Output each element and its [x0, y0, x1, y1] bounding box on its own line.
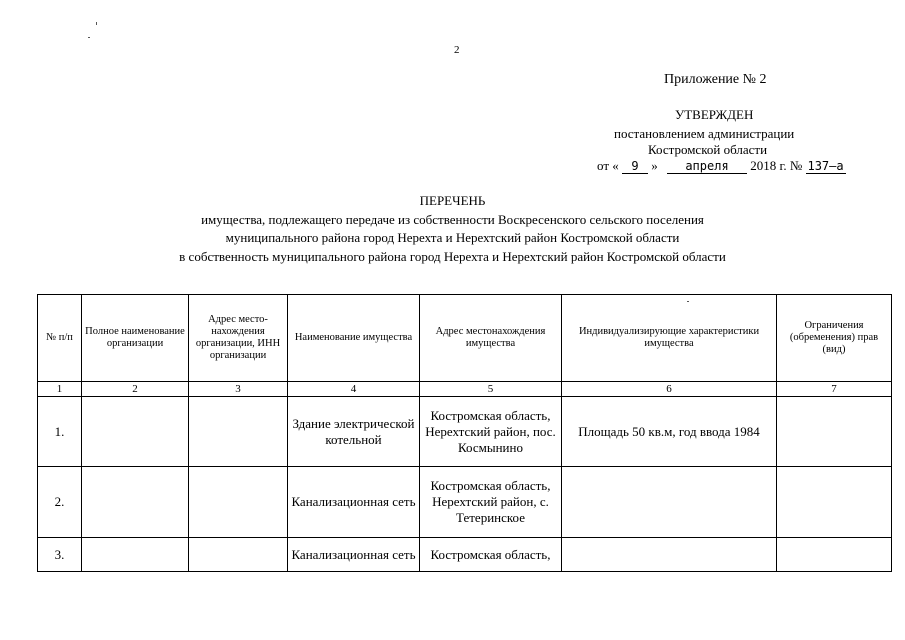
date-month: апреля [667, 160, 747, 174]
property-table [37, 294, 892, 572]
header-cell: Индивидуализирующие характеристики имущества [562, 295, 777, 382]
column-number: 7 [777, 382, 892, 397]
row-number: 3. [38, 538, 82, 572]
document-title: ПЕРЕЧЕНЬ [419, 193, 486, 208]
column-number: 2 [82, 382, 189, 397]
scan-speck [96, 22, 97, 25]
header-cell: № п/п [38, 295, 82, 382]
property-address-cell: Костромская область, [420, 538, 562, 572]
column-number: 4 [288, 382, 420, 397]
approval-date-line [597, 158, 846, 174]
appendix-label: Приложение № 2 [664, 72, 767, 87]
approval-region: Костромской области [648, 142, 768, 157]
table-row [38, 538, 892, 572]
property-name-cell: Канализационная сеть [288, 538, 420, 572]
property-name-cell: Канализационная сеть [288, 467, 420, 538]
column-number: 5 [420, 382, 562, 397]
table-row [38, 467, 892, 538]
column-number: 1 [38, 382, 82, 397]
characteristics-cell [562, 467, 777, 538]
subtitle-line-2: муниципального района город Нерехта и Нерехтский район Костромской области [225, 230, 680, 245]
date-mid: » [651, 158, 658, 173]
property-address-cell: Костромская область, Нерехтский район, с. Тетеринское [420, 467, 562, 538]
date-year: 2018 г. № [750, 158, 803, 173]
property-name-cell: Здание электрической котельной [288, 397, 420, 467]
approval-title: УТВЕРЖДЕН [675, 107, 754, 122]
column-number-row [38, 382, 892, 397]
date-prefix: от « [597, 158, 619, 173]
org-cell [82, 397, 189, 467]
characteristics-cell: Площадь 50 кв.м, год ввода 1984 [562, 397, 777, 467]
header-cell: Адрес местонахождения имущества [420, 295, 562, 382]
org-address-cell [189, 467, 288, 538]
header-cell: Адрес место-нахождения организации, ИНН организации [189, 295, 288, 382]
column-number: 3 [189, 382, 288, 397]
page-number: 2 [454, 44, 460, 56]
restrictions-cell [777, 467, 892, 538]
restrictions-cell [777, 538, 892, 572]
restrictions-cell [777, 397, 892, 467]
subtitle-line-3: в собственность муниципального района город Нерехта и Нерехтский район Костромской области [179, 249, 726, 264]
property-address-cell: Костромская область, Нерехтский район, пос. Космынино [420, 397, 562, 467]
row-number: 1. [38, 397, 82, 467]
org-cell [82, 538, 189, 572]
subtitle-line-1: имущества, подлежащего передаче из собственности Воскресенского сельского поселения [201, 212, 704, 227]
org-address-cell [189, 538, 288, 572]
org-cell [82, 467, 189, 538]
header-cell: Ограничения (обременения) прав (вид) [777, 295, 892, 382]
row-number: 2. [38, 467, 82, 538]
column-number: 6 [562, 382, 777, 397]
org-address-cell [189, 397, 288, 467]
approval-by: постановлением администрации [614, 126, 795, 141]
document-number: 137–а [807, 159, 844, 173]
characteristics-cell [562, 538, 777, 572]
table-row [38, 397, 892, 467]
table-header-row [38, 295, 892, 382]
header-cell: Наименование имущества [288, 295, 420, 382]
scan-speck [88, 37, 90, 38]
date-day: 9 [622, 160, 648, 174]
header-cell: Полное наименование организации [82, 295, 189, 382]
